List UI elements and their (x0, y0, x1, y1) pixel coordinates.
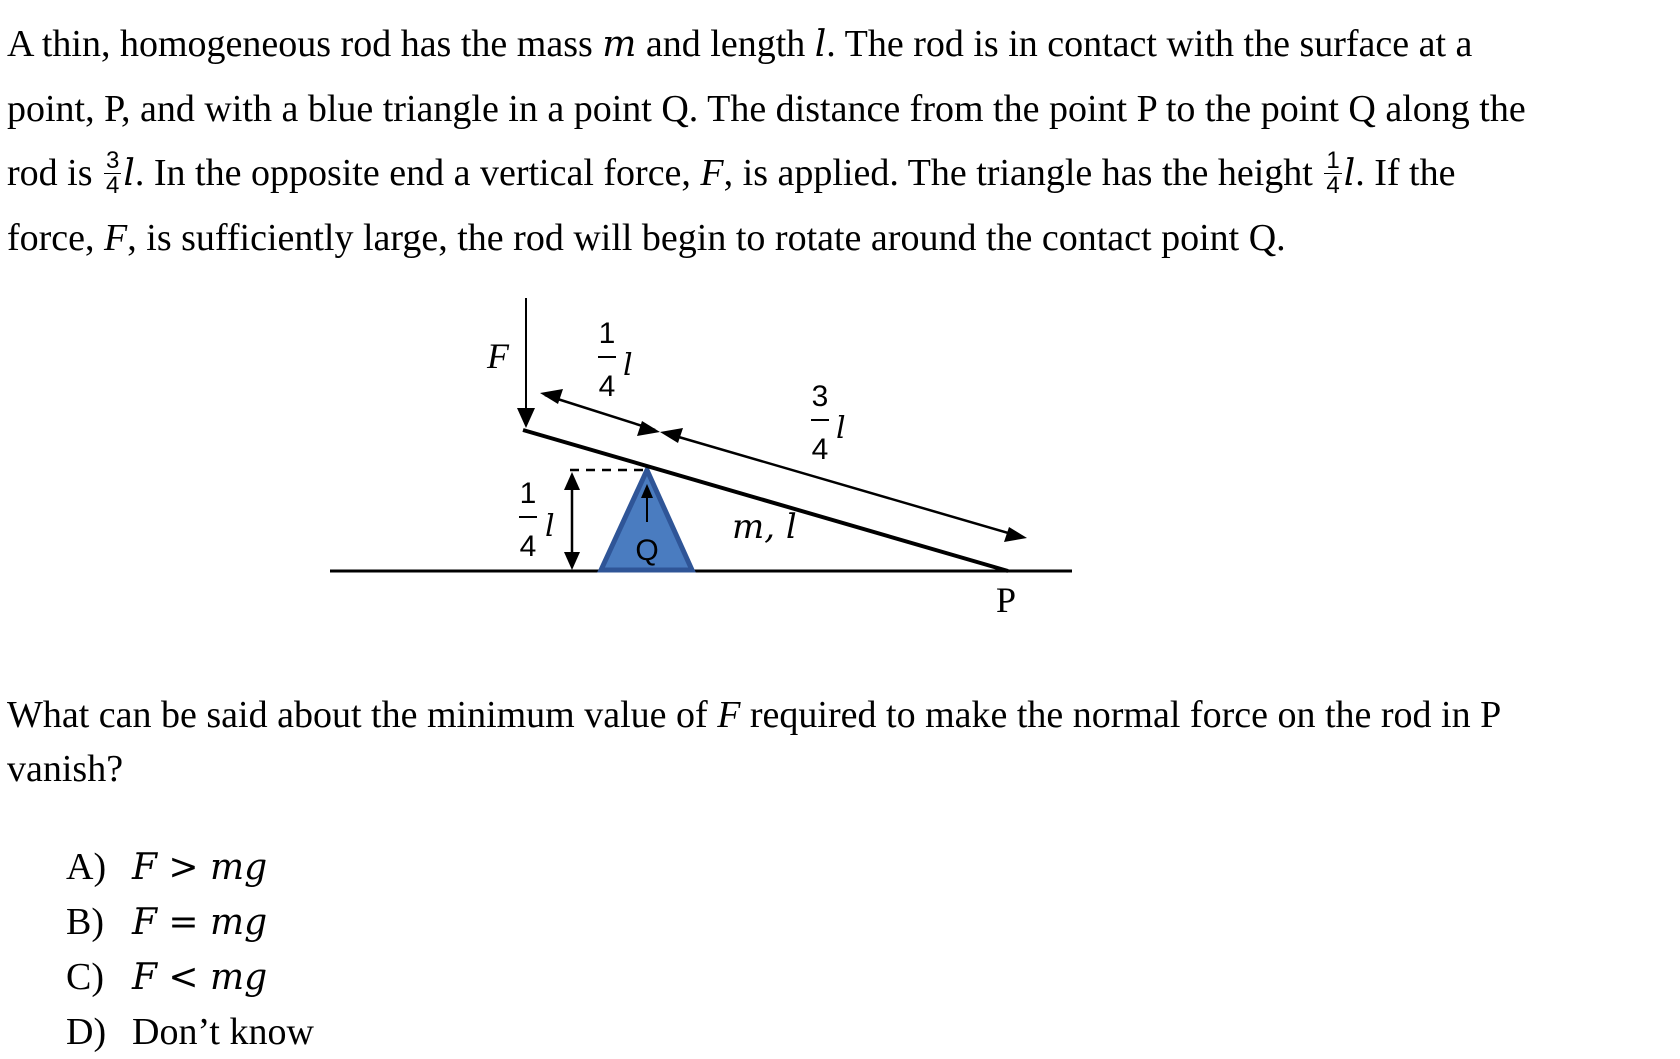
point-q-label: Q (635, 534, 659, 567)
answer-options (66, 840, 314, 1059)
text-segment: A thin, homogeneous rod has the mass (7, 23, 603, 65)
mass-symbol: m (602, 24, 637, 65)
dimension-arrow-head (660, 428, 683, 443)
option-text: F = mg (132, 902, 268, 943)
problem-statement (7, 12, 1677, 270)
question-line-1 (7, 688, 1677, 742)
problem-line-1 (7, 12, 1677, 77)
quarter-denominator: 4 (598, 370, 616, 403)
problem-line-2 (7, 77, 1677, 141)
option-text: F > mg (132, 847, 268, 888)
option-d[interactable] (66, 1005, 314, 1059)
height-denominator: 4 (519, 530, 537, 563)
question-text (7, 688, 1677, 796)
text-segment: vanish? (7, 748, 124, 790)
text-segment: force, (7, 217, 105, 259)
option-letter: D) (66, 1011, 107, 1053)
text-segment: , is sufficiently large, the rod will begin to rotate around the contact point Q. (127, 217, 1286, 259)
option-text: F < mg (132, 957, 268, 998)
option-text: Don’t know (132, 1011, 314, 1053)
option-letter: A) (66, 846, 107, 888)
point-p-label: P (995, 580, 1017, 620)
quarter-l-symbol: l (623, 348, 633, 383)
text-segment: What can be said about the minimum value of (7, 694, 718, 736)
length-symbol: l (1343, 153, 1356, 194)
dimension-arrow-head (540, 389, 563, 404)
question-line-2 (7, 742, 1677, 796)
rod (523, 430, 1008, 571)
dimension-arrow-head (564, 472, 580, 490)
three-quarter-denominator: 4 (811, 433, 829, 466)
option-letter: C) (66, 956, 104, 998)
text-segment: and length (636, 23, 815, 65)
fraction-one-quarter (1324, 146, 1341, 199)
force-symbol: F (104, 217, 128, 259)
problem-line-3 (7, 141, 1677, 206)
length-symbol: l (123, 153, 135, 194)
fraction-three-quarters (104, 146, 121, 199)
length-symbol: l (814, 24, 827, 65)
text-segment: required to make the normal force on the rod in P (740, 694, 1502, 736)
text-segment: point, P, and with a blue triangle in a point Q. The distance from the point P to the point Q along the (7, 88, 1526, 130)
text-segment: . The rod is in contact with the surface at a (826, 23, 1473, 65)
dimension-arrow-head (564, 552, 580, 570)
force-symbol: F (700, 152, 724, 194)
option-a[interactable] (66, 840, 314, 895)
fraction-numerator: 3 (106, 146, 120, 174)
height-l-symbol: l (545, 509, 555, 544)
dimension-arrow-head (637, 421, 660, 436)
fraction-numerator: 1 (1326, 146, 1340, 174)
dimension-arrow-head (1004, 527, 1027, 542)
fraction-denominator: 4 (1326, 171, 1340, 199)
option-letter: B) (66, 901, 104, 943)
option-b[interactable] (66, 895, 314, 950)
force-arrow-head (517, 408, 535, 428)
three-quarter-l-symbol: l (836, 411, 846, 446)
text-segment: rod is (7, 152, 102, 194)
problem-line-4 (7, 206, 1677, 270)
option-c[interactable] (66, 950, 314, 1005)
force-symbol: F (717, 694, 741, 736)
three-quarter-numerator: 3 (811, 380, 829, 413)
fraction-denominator: 4 (106, 171, 120, 199)
text-segment: . If the (1355, 152, 1456, 194)
quarter-numerator: 1 (598, 317, 616, 350)
text-segment: . In the opposite end a vertical force, (134, 152, 701, 194)
text-segment: , is applied. The triangle has the height (723, 152, 1323, 194)
rod-label: m, l (732, 507, 797, 547)
height-numerator: 1 (519, 477, 537, 510)
force-label: F (487, 336, 509, 376)
